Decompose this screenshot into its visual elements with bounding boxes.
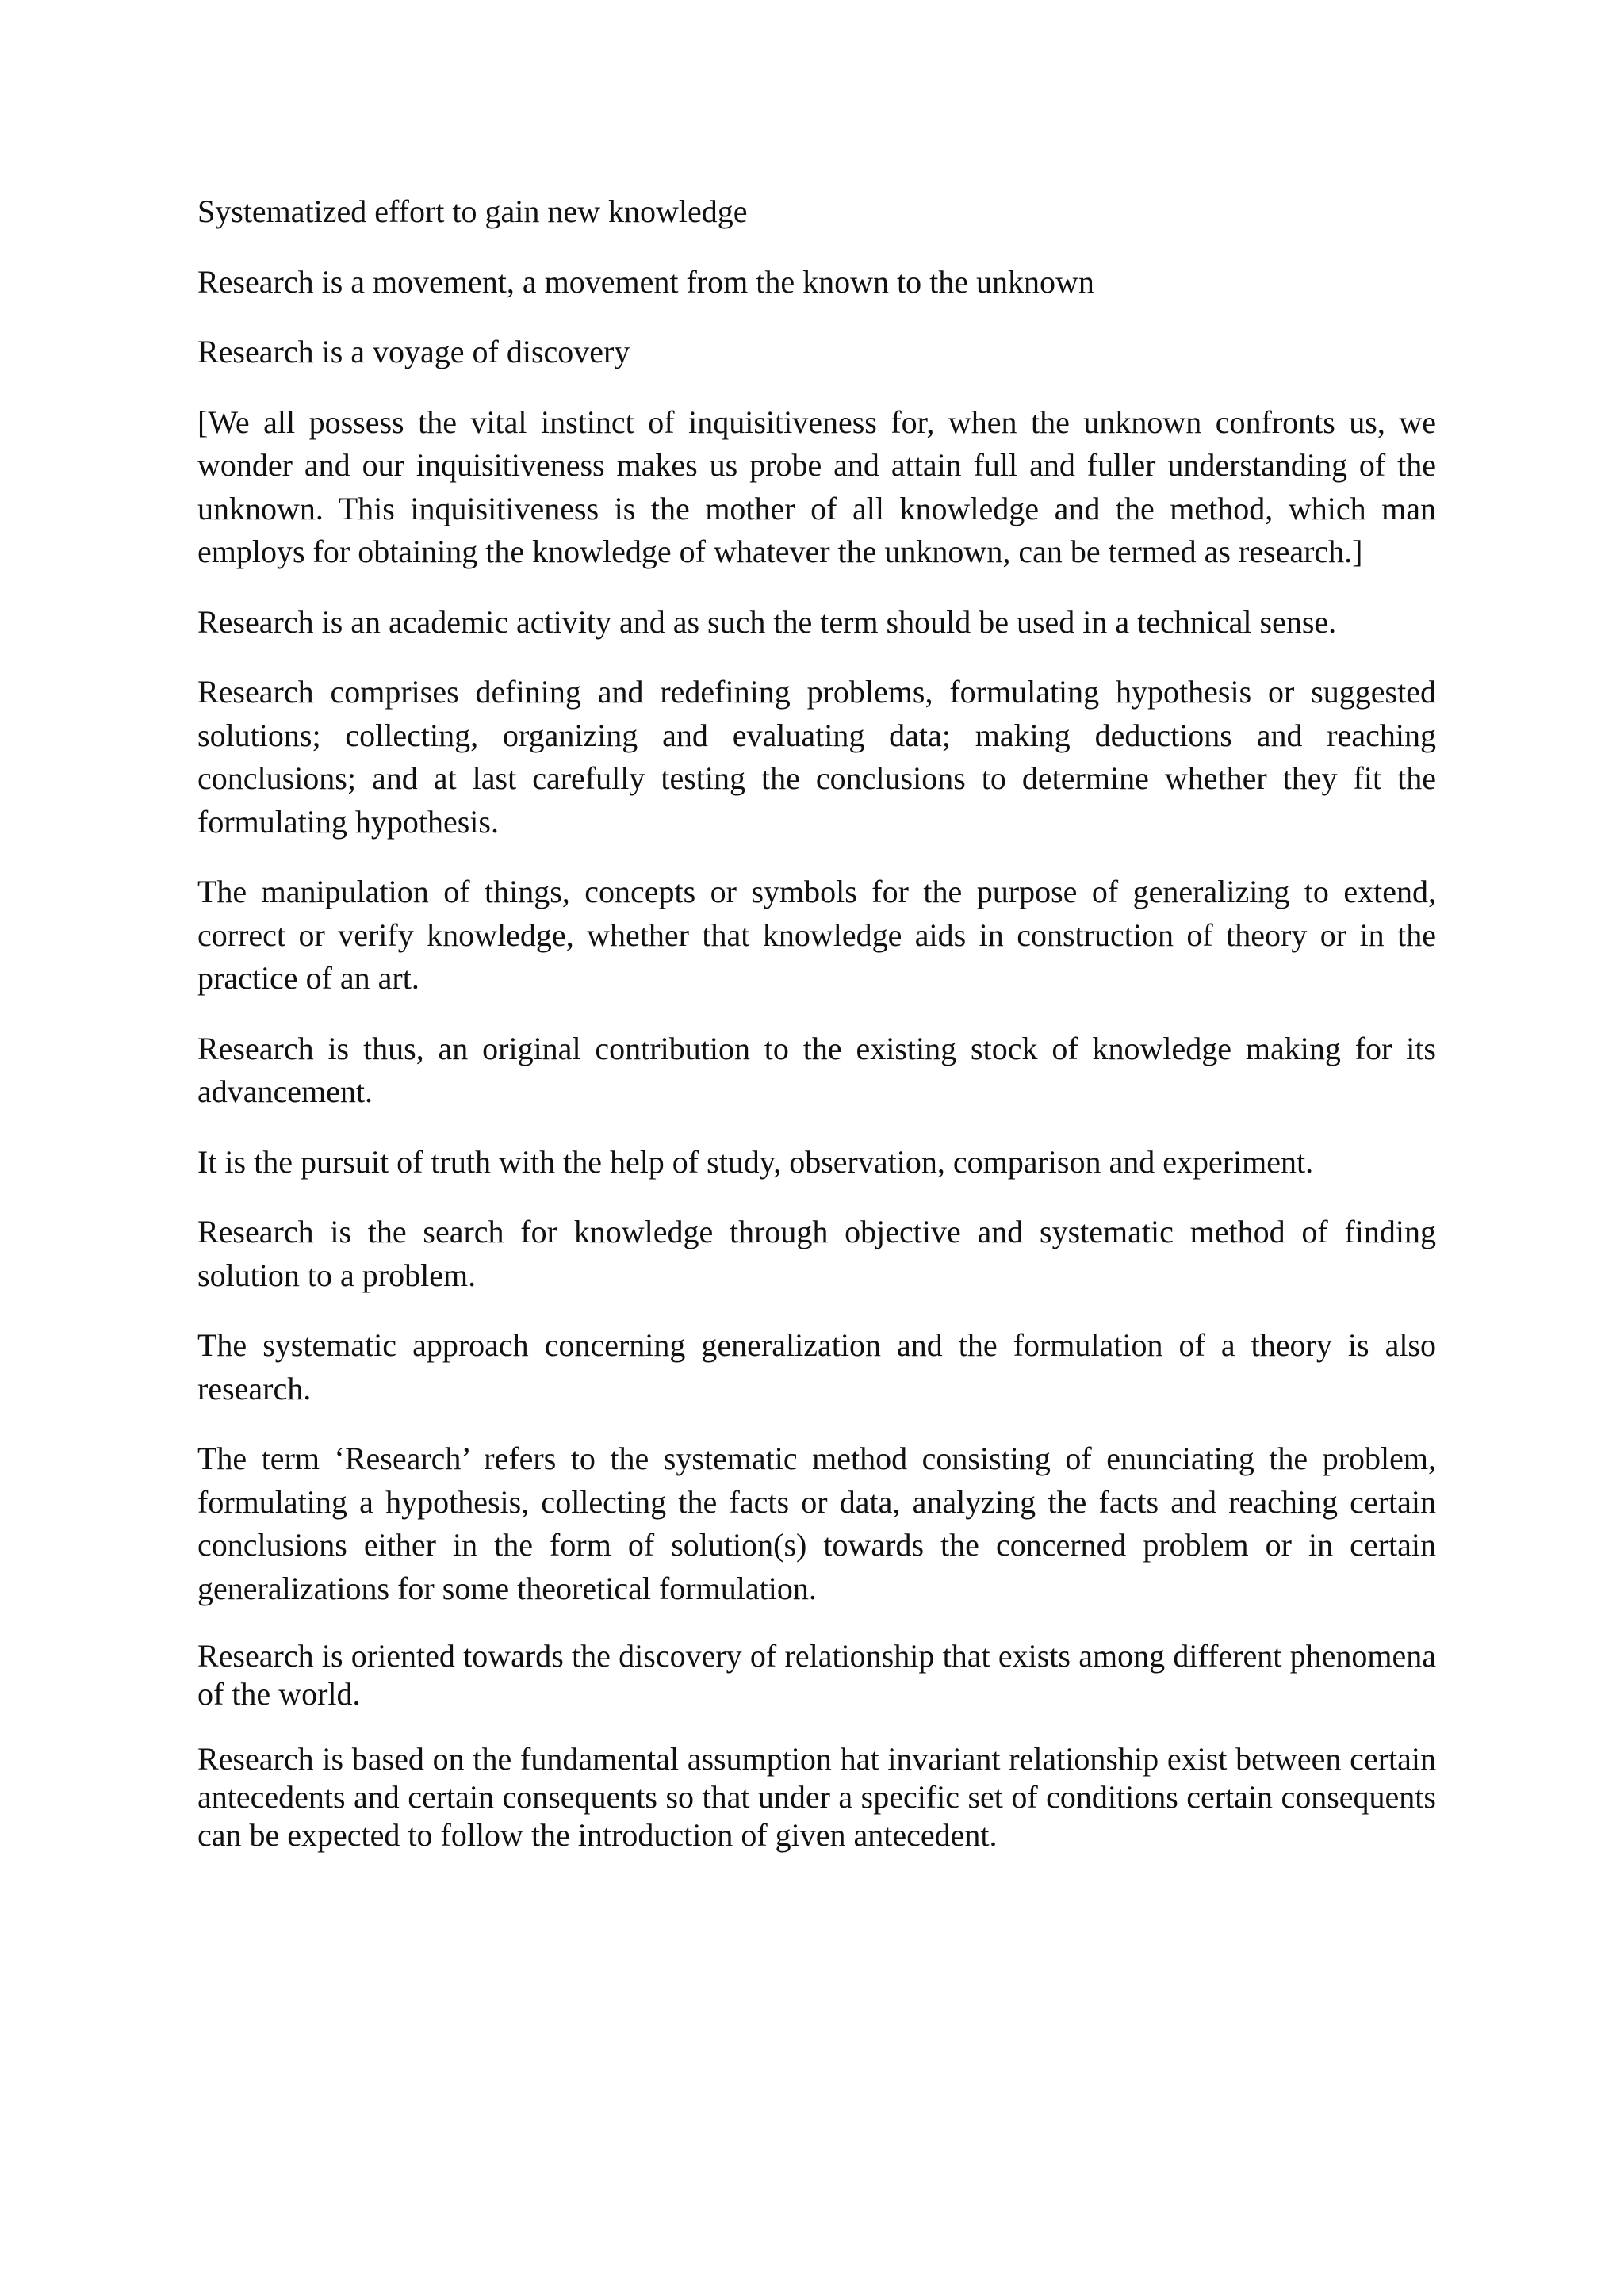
document-body bbox=[197, 190, 1436, 1881]
paragraph-10: Research is the search for knowledge through objective and systematic method of finding solution to a problem. bbox=[197, 1214, 1436, 1293]
paragraph-6: Research comprises defining and redefining problems, formulating hypothesis or suggested solutions; collecting, organizing and evaluating data; making deductions and reaching conclusions; and at last carefully testing the conclusions to determine whether they fit the formulating hypothesis. bbox=[197, 674, 1436, 840]
paragraph-4: [We all possess the vital instinct of inquisitiveness for, when the unknown confronts us, we wonder and our inquisitiveness makes us probe and attain full and fuller understanding of the unknown. This inquisitiveness is the mother of all knowledge and the method, which man employs for obtaining the knowledge of whatever the unknown, can be termed as research.] bbox=[197, 404, 1436, 569]
paragraph-14: Research is based on the fundamental assumption hat invariant relationship exist between certain antecedents and certain consequents so that under a specific set of conditions certain consequents can be expected to follow the introduction of given antecedent. bbox=[197, 1741, 1436, 1853]
paragraph-7: The manipulation of things, concepts or symbols for the purpose of generalizing to extend, correct or verify knowledge, whether that knowledge aids in construction of theory or in the practice of an art. bbox=[197, 874, 1436, 996]
paragraph-12: The term ‘Research’ refers to the systematic method consisting of enunciating the problem, formulating a hypothesis, collecting the facts or data, analyzing the facts and reaching certain conclusions either in the form of solution(s) towards the concerned problem or in certain generalizations for some theoretical formulation. bbox=[197, 1441, 1436, 1606]
paragraph-3: Research is a voyage of discovery bbox=[197, 334, 630, 369]
paragraph-1: Systematized effort to gain new knowledge bbox=[197, 193, 748, 229]
paragraph-9: It is the pursuit of truth with the help of study, observation, comparison and experiment. bbox=[197, 1143, 1314, 1180]
paragraph-2: Research is a movement, a movement from the known to the unknown bbox=[197, 263, 1094, 300]
paragraph-11: The systematic approach concerning generalization and the formulation of a theory is also research. bbox=[197, 1327, 1436, 1406]
paragraph-5: Research is an academic activity and as such the term should be used in a technical sense. bbox=[197, 603, 1337, 640]
paragraph-8: Research is thus, an original contribution to the existing stock of knowledge making for its advancement. bbox=[197, 1030, 1436, 1109]
paragraph-13: Research is oriented towards the discovery of relationship that exists among different phenomena of the world. bbox=[197, 1638, 1436, 1712]
